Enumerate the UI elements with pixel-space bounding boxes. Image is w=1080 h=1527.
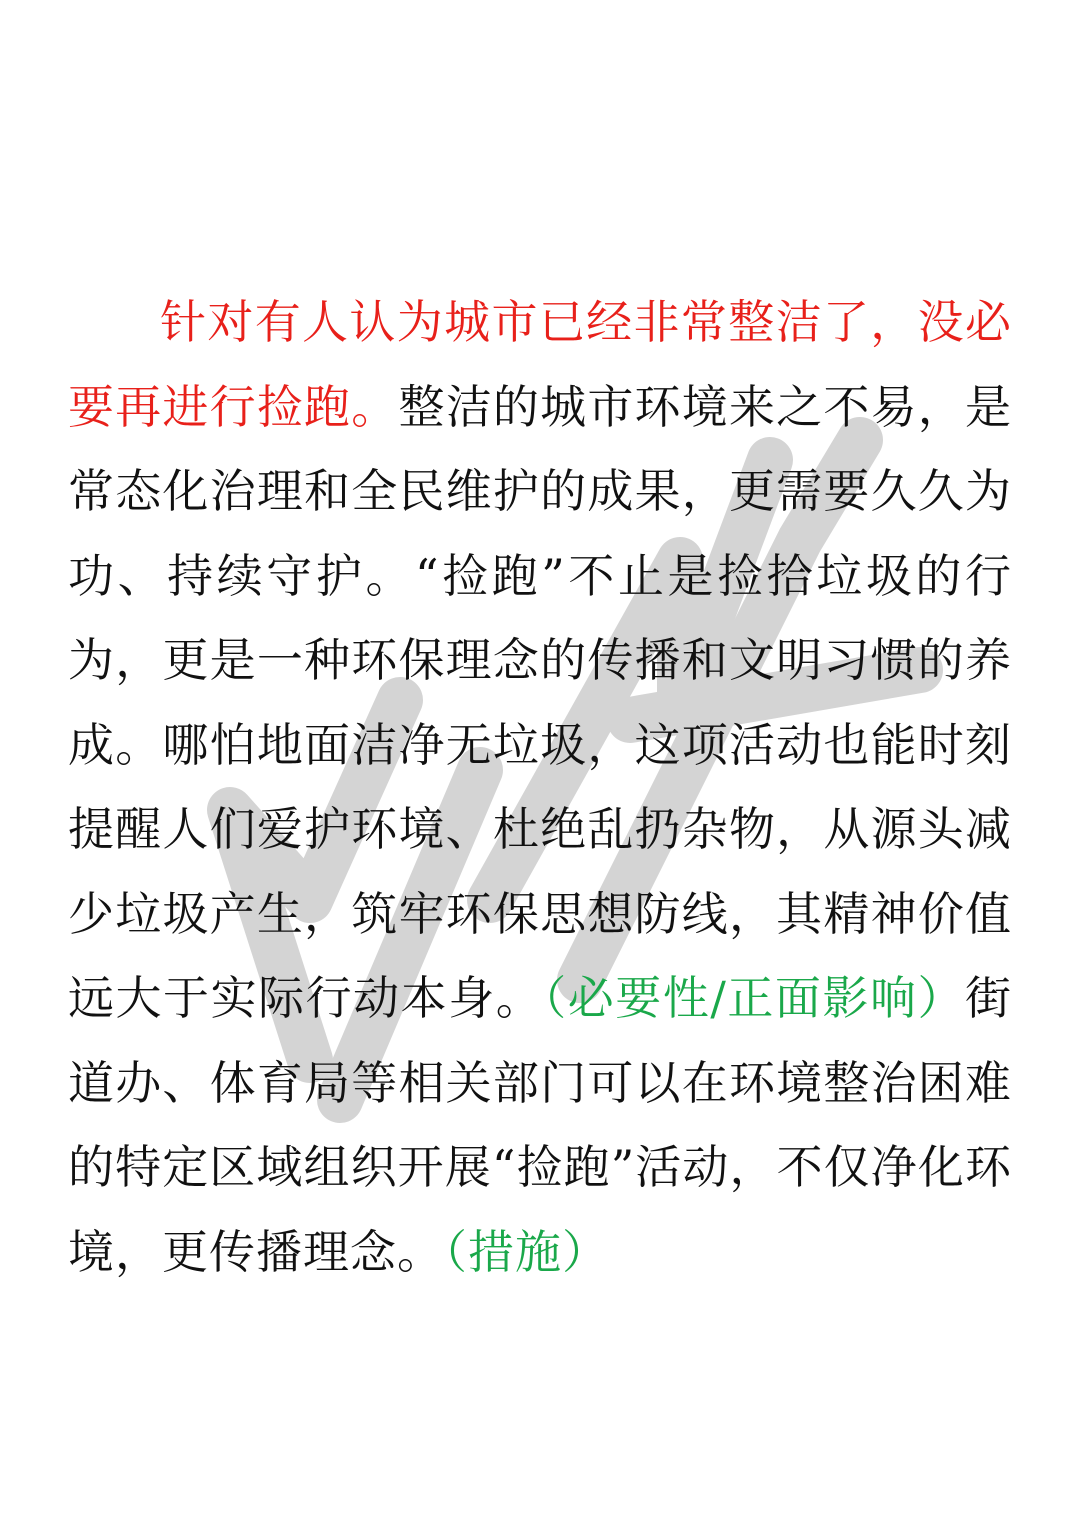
- annotation-necessity: （必要性/正面影响）: [543, 971, 965, 1025]
- body-text-reasoning: 整洁的城市环境来之不易，是常态化治理和全民维护的成果，更需要久久为功、持续守护。“捡跑”不止是捡拾垃圾的行为，更是一种环保理念的传播和文明习惯的养成。哪怕地面洁净无垃圾，这项活动也能时刻提醒人们爱护环境、杜绝乱扔杂物，从源头减少垃圾产生，筑牢环保思想防线，其精神价值远大于实际行动本身。: [68, 379, 1013, 1025]
- highlight-argument: 针对有人认为城市已经非常整洁了，没必要再进行捡跑。: [68, 295, 1012, 434]
- annotation-measures: （措施）: [444, 1224, 609, 1279]
- body-text-measures: 街道办、体育局等相关部门可以在环境整治困难的特定区域组织开展“捡跑”活动，不仅净化环境，更传播理念。: [68, 971, 1012, 1279]
- body-paragraph: [68, 280, 1012, 1294]
